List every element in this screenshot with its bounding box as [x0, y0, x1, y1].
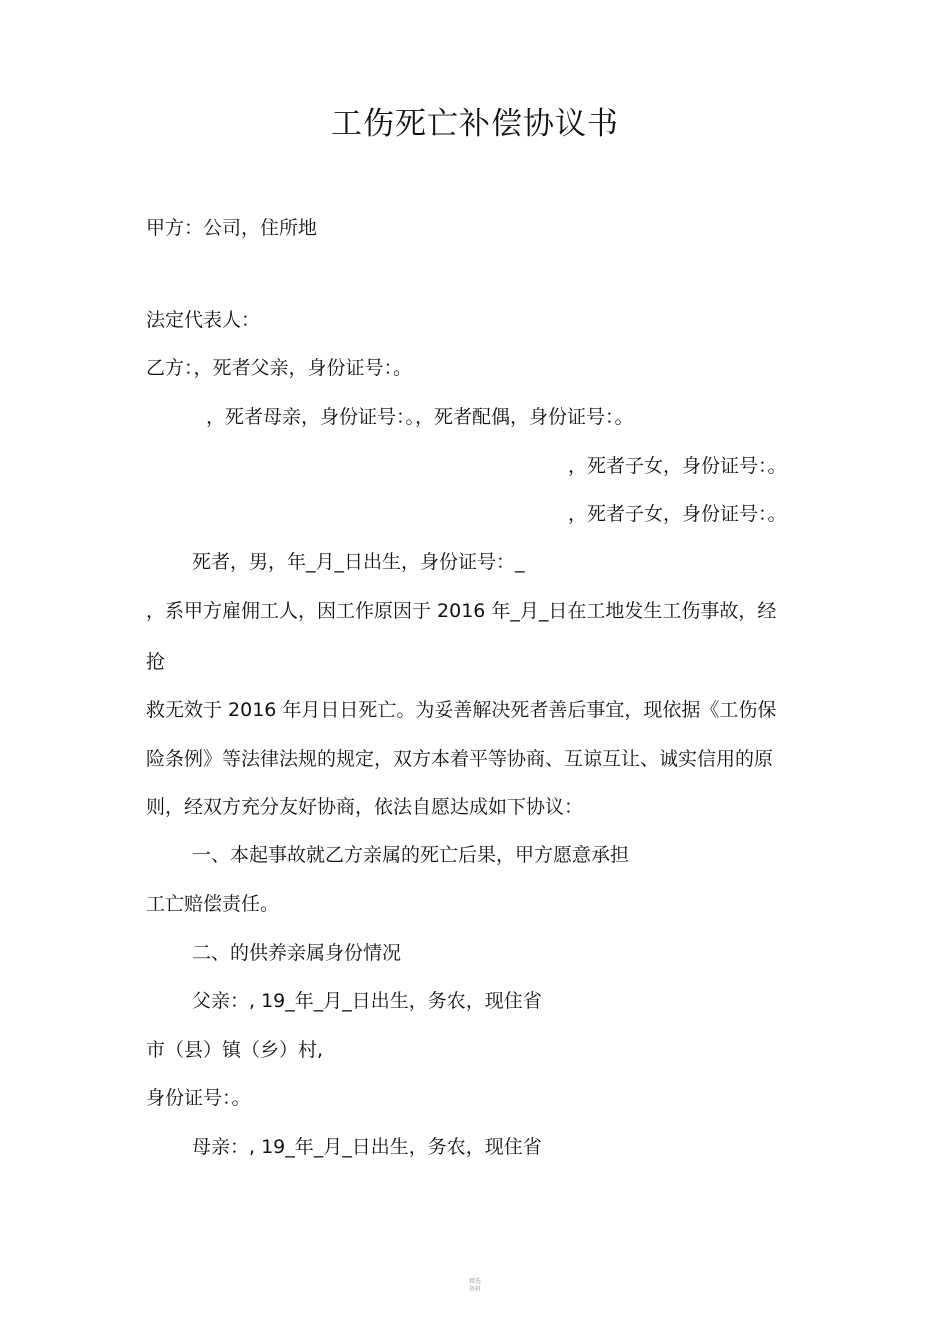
body-text-line: ，系甲方雇佣工人，因工作原因于 2016 年_月_日在工地发生工伤事故，经 [146, 600, 777, 622]
father-id-line: 身份证号：。 [146, 1087, 251, 1109]
footer-line-2: 资料 [468, 1286, 481, 1293]
legal-representative-line: 法定代表人： [146, 309, 261, 331]
footer-watermark [455, 1278, 495, 1294]
body-text-line: 险条例》等法律法规的规定，双方本着平等协商、互谅互让、诚实信用的原 [146, 748, 774, 770]
party-b-child-line-1: ，死者子女，身份证号：。 [568, 455, 787, 477]
body-text-line: 抢 [146, 651, 166, 673]
body-text-line: 则，经双方充分友好协商，依法自愿达成如下协议： [146, 796, 584, 818]
document-title: 工伤死亡补偿协议书 [331, 106, 619, 142]
father-address-line: 市（县）镇（乡）村, [146, 1039, 324, 1061]
footer-line-1: 精选 [468, 1278, 481, 1285]
party-b-mother-spouse-line: ，死者母亲，身份证号：。，死者配偶，身份证号：。 [206, 406, 634, 428]
deceased-info-line: 死者，男，年_月_日出生，身份证号：_ [192, 551, 525, 573]
party-b-child-line-2: ，死者子女，身份证号：。 [568, 503, 787, 525]
body-text-line: 救无效于 2016 年月日日死亡。为妥善解决死者善后事宜，现依据《工伤保 [146, 699, 777, 721]
clause-2-heading: 二、的供养亲属身份情况 [192, 942, 402, 964]
party-a-line: 甲方：公司，住所地 [146, 217, 318, 239]
mother-info-line: 母亲：, 19_年_月_日出生，务农，现住省 [192, 1136, 542, 1158]
clause-1-continuation: 工亡赔偿责任。 [146, 893, 280, 915]
party-b-line: 乙方：，死者父亲，身份证号：。 [146, 357, 413, 379]
clause-1-line: 一、本起事故就乙方亲属的死亡后果，甲方愿意承担 [192, 844, 630, 866]
father-info-line: 父亲：, 19_年_月_日出生，务农，现住省 [192, 990, 542, 1012]
